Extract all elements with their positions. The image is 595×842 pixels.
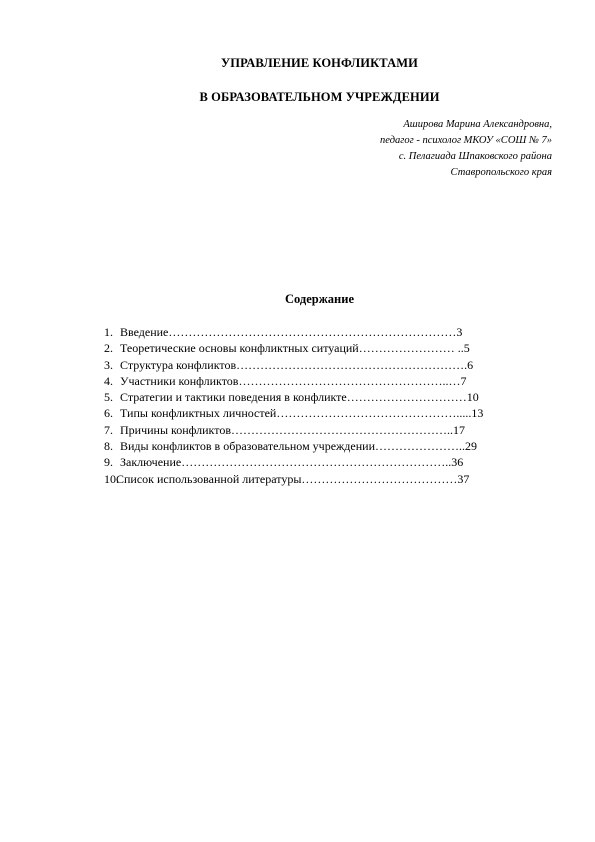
author-name: Аширова Марина Александровна, xyxy=(403,119,552,130)
toc-item-title: Список использованной литературы xyxy=(116,471,302,486)
toc-item-number: 1. xyxy=(104,325,113,339)
toc-item-page: 37 xyxy=(457,471,470,486)
toc-item-page: 10 xyxy=(466,390,479,405)
toc-item-title: Введение xyxy=(120,325,169,339)
toc-item-title: Теоретические основы конфликтных ситуаций xyxy=(120,341,359,356)
toc-item-leader: ………………………………………..... xyxy=(276,406,472,421)
toc-item-number: 5. xyxy=(104,390,113,405)
toc-item xyxy=(104,471,544,487)
toc-item-title: Типы конфликтных личностей xyxy=(120,406,277,421)
toc-item-page: 5 xyxy=(463,341,470,356)
toc-item xyxy=(104,405,544,421)
toc-item-number: 3. xyxy=(104,357,113,372)
toc-item-number: 9. xyxy=(104,455,113,470)
toc-item-number: 4. xyxy=(104,373,113,388)
toc-item-page: 13 xyxy=(471,406,484,421)
toc-item xyxy=(104,438,544,454)
toc-item-leader: ………………………… xyxy=(346,390,467,405)
toc-item-leader: ………………….. xyxy=(375,439,466,454)
toc-item-page: 17 xyxy=(452,422,465,437)
toc-item-leader: ………………………………… xyxy=(301,471,458,486)
toc-item xyxy=(104,373,544,389)
toc-item-page: 7 xyxy=(460,373,467,388)
toc-item-leader: ………………………………………………………….. xyxy=(181,455,452,470)
toc-item-title: Участники конфликтов xyxy=(120,373,239,388)
toc-item xyxy=(104,454,544,470)
toc-item-number: 6. xyxy=(104,406,113,421)
toc-item-number: 7. xyxy=(104,422,113,437)
toc-item xyxy=(104,389,544,405)
toc-item-title: Заключение xyxy=(120,455,182,470)
document-title-line2: В ОБРАЗОВАТЕЛЬНОМ УЧРЕЖДЕНИИ xyxy=(199,90,440,104)
document-title-line1: УПРАВЛЕНИЕ КОНФЛИКТАМИ xyxy=(221,56,418,70)
toc-item-title: Виды конфликтов в образовательном учреждении xyxy=(120,439,376,454)
toc-item-leader: …………………… .. xyxy=(358,341,464,356)
toc-item-leader: ……………………………………………..… xyxy=(238,373,461,388)
toc-item-number: 10. xyxy=(104,471,119,486)
toc-item-number: 2. xyxy=(104,341,113,356)
toc-item xyxy=(104,357,544,373)
toc-item-page: 3 xyxy=(456,325,463,339)
toc-item xyxy=(104,422,544,438)
toc-item-number: 8. xyxy=(104,439,113,454)
table-of-contents xyxy=(104,324,544,487)
author-location: с. Пелагиада Шпаковского района xyxy=(398,151,552,162)
toc-item-page: 6 xyxy=(467,357,474,372)
toc-item-page: 36 xyxy=(451,455,464,470)
author-position: педагог - психолог МКОУ «СОШ № 7» xyxy=(380,135,552,146)
toc-item-page: 29 xyxy=(465,439,478,454)
toc-heading: Содержание xyxy=(284,292,354,306)
toc-item-title: Стратегии и тактики поведения в конфликте xyxy=(120,390,347,405)
toc-item-leader: ……………………………………………….. xyxy=(230,422,453,437)
toc-item-leader: …………………………………………………. xyxy=(236,357,468,372)
toc-item-title: Причины конфликтов xyxy=(120,422,231,437)
author-region: Ставропольского края xyxy=(450,167,552,178)
toc-item xyxy=(104,324,544,340)
author-block xyxy=(380,117,552,181)
toc-item xyxy=(104,340,544,356)
toc-item-title: Структура конфликтов xyxy=(120,357,237,372)
toc-item-leader: ……………………………………………………………… xyxy=(168,325,457,339)
